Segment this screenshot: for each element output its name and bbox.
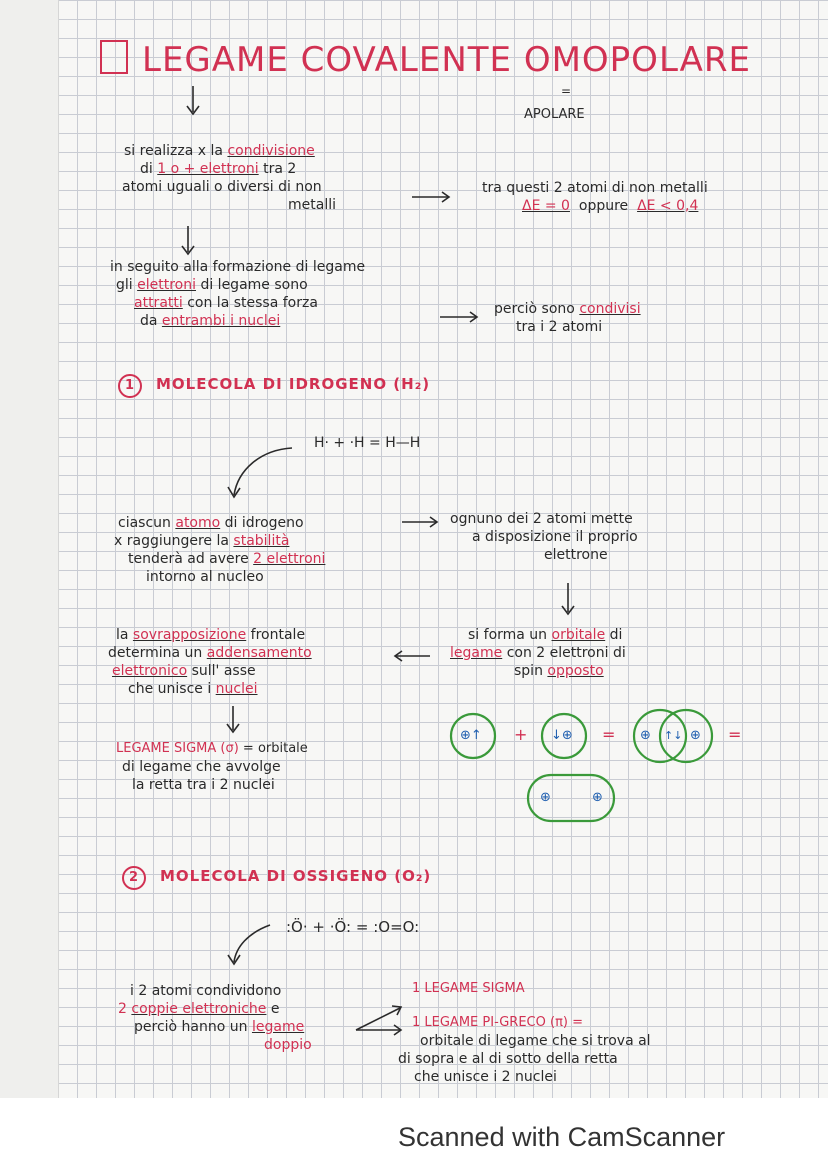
text: LEGAME SIGMA (σ): [116, 741, 239, 756]
text: stabilità: [233, 533, 290, 549]
p2-line3: [134, 294, 318, 312]
text: addensamento: [206, 645, 312, 661]
text: e: [270, 1001, 280, 1017]
r2-line1: [494, 300, 641, 318]
text: sull' asse: [191, 663, 256, 679]
section-1-heading: [118, 374, 430, 398]
equiv-sign: =: [561, 84, 572, 98]
sigma-line1: [116, 740, 308, 758]
p5-line4: doppio: [264, 1037, 312, 1053]
p3-line2: [114, 532, 289, 550]
text: si realizza x la: [124, 143, 223, 159]
orbital-plus: +: [514, 725, 528, 744]
text: di legame sono: [200, 277, 308, 293]
text: ΔE = 0: [522, 198, 570, 214]
text: tra 2: [263, 161, 297, 177]
sigma-line2: di legame che avvolge: [122, 759, 281, 775]
text: attratti: [134, 295, 183, 311]
p5-line2: [118, 1000, 280, 1018]
r3-line3: elettrone: [544, 547, 608, 563]
text: oppure: [578, 198, 629, 214]
text: legame: [251, 1019, 305, 1035]
p2-line4: [140, 312, 280, 330]
orbital-h2: ↓⊕: [551, 728, 573, 743]
p1-line1: [124, 142, 315, 160]
r4-line1: [468, 626, 622, 644]
section-2-heading: [122, 866, 431, 890]
p3-line3: [128, 550, 325, 568]
r2-line2: tra i 2 atomi: [516, 319, 603, 335]
orbital-h1: ⊕↑: [460, 728, 482, 743]
text: entrambi i nuclei: [161, 313, 281, 329]
text: con la stessa forza: [187, 295, 318, 311]
orbital-spin-pair: ↑↓: [664, 729, 683, 742]
text: spin: [514, 663, 543, 679]
text: sovrapposizione: [132, 627, 247, 643]
text: legame: [450, 645, 503, 661]
text: la: [116, 627, 129, 643]
text: si forma un: [468, 627, 548, 643]
text: ciascun: [118, 515, 171, 531]
text: tenderà ad avere: [128, 551, 249, 567]
text: coppie elettroniche: [131, 1001, 267, 1017]
r5-line4: di sopra e al di sotto della retta: [398, 1051, 618, 1067]
text: 2: [118, 1001, 127, 1017]
page-title: [100, 40, 751, 80]
oxygen-equation: :Ö· + ·Ö: = :O=O:: [286, 918, 420, 936]
text: frontale: [250, 627, 306, 643]
r5-line5: che unisce i 2 nuclei: [414, 1069, 557, 1085]
r3-line2: a disposizione il proprio: [472, 529, 638, 545]
r5-line3: orbitale di legame che si trova al: [420, 1033, 651, 1049]
text: di: [140, 161, 153, 177]
p4-line1: [116, 626, 305, 644]
text: gli: [116, 277, 133, 293]
p2-line1: in seguito alla formazione di legame: [110, 259, 366, 275]
r4-line3: [514, 662, 604, 680]
text: elettronico: [112, 663, 188, 679]
orbital-sigma-nucleus-b: ⊕: [592, 790, 603, 805]
text: da: [140, 313, 158, 329]
text: che unisce i: [128, 681, 212, 697]
p1-line4: metalli: [288, 197, 336, 213]
p2-line2: [116, 276, 308, 294]
section-number: 2: [122, 866, 146, 890]
text: ΔE < 0,4: [637, 198, 699, 214]
p4-line3: [112, 662, 256, 680]
section-title: MOLECOLA DI IDROGENO (H₂): [156, 375, 431, 393]
text: 1 o + elettroni: [157, 161, 259, 177]
text: nuclei: [215, 681, 258, 697]
p4-line2: [108, 644, 312, 662]
text: condivisi: [579, 301, 641, 317]
hydrogen-equation: H· + ·H = H—H: [314, 435, 421, 451]
text: perciò hanno un: [134, 1019, 248, 1035]
text: 2 elettroni: [253, 551, 326, 567]
title-text: LEGAME COVALENTE OMOPOLARE: [142, 40, 752, 80]
r3-line1: ognuno dei 2 atomi mette: [450, 511, 633, 527]
text: determina un: [108, 645, 203, 661]
sigma-line3: la retta tra i 2 nuclei: [132, 777, 275, 793]
text: atomo: [175, 515, 221, 531]
p3-line1: [118, 514, 304, 532]
text: = orbitale: [242, 741, 308, 756]
r1-line2: [522, 197, 698, 215]
scanner-watermark: Scanned with CamScanner: [398, 1122, 726, 1152]
p4-line4: [128, 680, 258, 698]
text: condivisione: [227, 143, 315, 159]
r1-line1: tra questi 2 atomi di non metalli: [482, 180, 708, 196]
orbital-nucleus-a: ⊕: [640, 728, 651, 743]
section-title: MOLECOLA DI OSSIGENO (O₂): [160, 867, 432, 885]
text: orbitale: [551, 627, 606, 643]
text: di idrogeno: [224, 515, 304, 531]
p5-line3: [134, 1018, 304, 1036]
text: elettroni: [137, 277, 196, 293]
p1-line3: atomi uguali o diversi di non: [122, 179, 322, 195]
r5-line1: 1 LEGAME SIGMA: [412, 981, 525, 996]
p1-line2: [140, 160, 296, 178]
r4-line2: [450, 644, 626, 662]
orbital-sigma-nucleus-a: ⊕: [540, 790, 551, 805]
text: di: [609, 627, 623, 643]
text: con 2 elettroni di: [506, 645, 626, 661]
text: opposto: [547, 663, 604, 679]
text: x raggiungere la: [114, 533, 229, 549]
orbital-nucleus-b: ⊕: [690, 728, 701, 743]
text: perciò sono: [494, 301, 575, 317]
checkbox-icon: [100, 40, 128, 74]
orbital-eq1: =: [602, 725, 616, 744]
apolare-label: APOLARE: [524, 107, 585, 122]
p5-line1: i 2 atomi condividono: [130, 983, 282, 999]
orbital-eq2: =: [728, 725, 742, 744]
r5-line2: 1 LEGAME PI-GRECO (π) =: [412, 1015, 583, 1030]
section-number: 1: [118, 374, 142, 398]
p3-line4: intorno al nucleo: [146, 569, 264, 585]
